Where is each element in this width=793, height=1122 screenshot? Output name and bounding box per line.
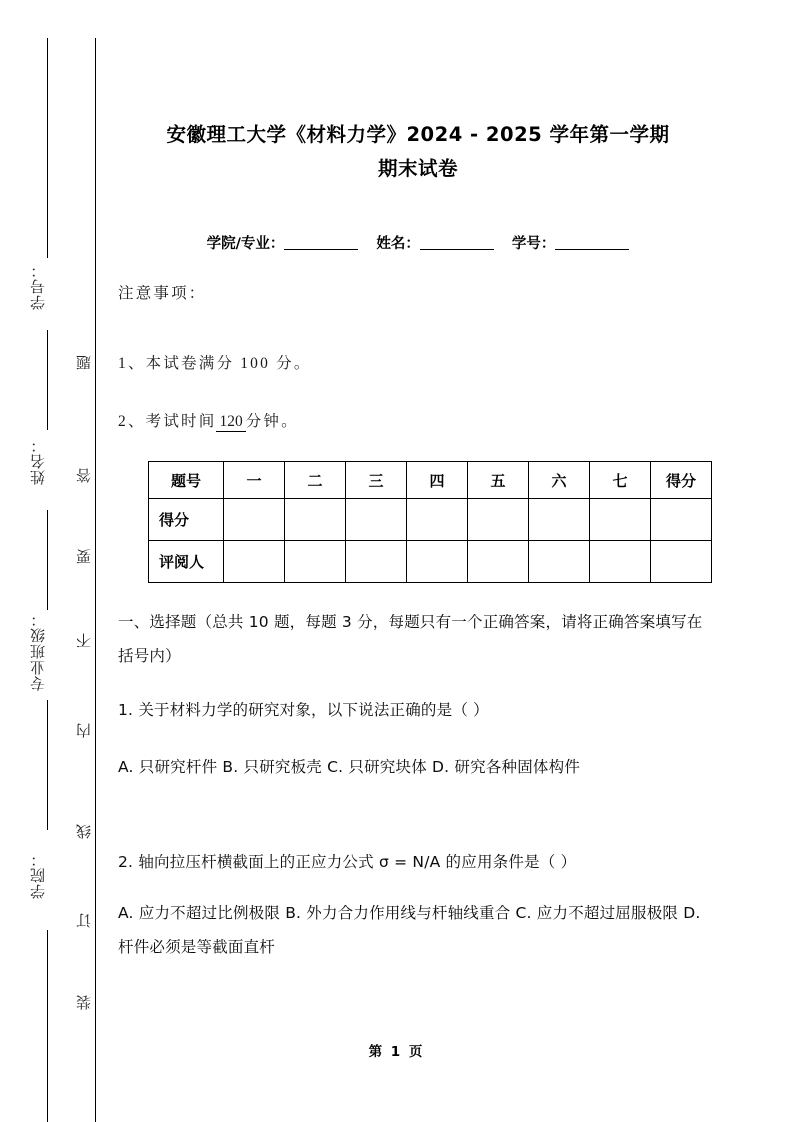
- score-table-header-cell: 六: [529, 462, 590, 499]
- question-1-options: A. 只研究杆件 B. 只研究板壳 C. 只研究块体 D. 研究各种固体构件: [118, 758, 581, 776]
- table-row-header: [149, 462, 712, 499]
- title-line-1: 安徽理工大学《材料力学》2024 - 2025 学年第一学期: [166, 123, 670, 146]
- score-cell[interactable]: [224, 499, 285, 541]
- score-cell[interactable]: [529, 499, 590, 541]
- sealing-margin: [0, 0, 100, 1122]
- seal-char-zhuang: 装: [77, 995, 93, 1010]
- college-major-label: 学院/专业：: [206, 236, 285, 252]
- note-item-1: 1、本试卷满分 100 分。: [118, 355, 312, 372]
- reviewer-cell[interactable]: [285, 541, 346, 583]
- student-info-row: [118, 232, 718, 253]
- score-table-header-cell: 四: [407, 462, 468, 499]
- note-item-2-suffix: 分钟。: [245, 413, 299, 430]
- reviewer-cell[interactable]: [407, 541, 468, 583]
- score-table-header-cell: 七: [590, 462, 651, 499]
- score-table-wrapper: [148, 461, 711, 583]
- page-footer: [0, 1040, 793, 1060]
- score-cell[interactable]: [285, 499, 346, 541]
- score-table-header-cell: 二: [285, 462, 346, 499]
- exam-duration-value: 120: [216, 413, 245, 432]
- student-id-label: 学号：: [511, 236, 556, 252]
- score-table-header-cell: 得分: [651, 462, 712, 499]
- table-row: [149, 541, 712, 583]
- seal-label-student-id: 学号：: [31, 262, 47, 310]
- sealing-line-segment: [47, 510, 48, 610]
- sealing-line-segment: [47, 700, 48, 830]
- score-table-header-cell: 三: [346, 462, 407, 499]
- student-id-field[interactable]: [555, 249, 629, 250]
- seal-char-xian: 线: [77, 824, 93, 839]
- college-major-field[interactable]: [284, 249, 358, 250]
- seal-label-name: 姓名：: [31, 437, 47, 485]
- question-1-stem: 1. 关于材料力学的研究对象，以下说法正确的是（ ）: [118, 701, 489, 719]
- seal-char-nei: 内: [77, 723, 93, 738]
- reviewer-cell[interactable]: [468, 541, 529, 583]
- reviewer-cell[interactable]: [590, 541, 651, 583]
- sealing-line-segment: [47, 930, 48, 1122]
- seal-label-class: 专业班级：: [31, 611, 47, 691]
- reviewer-cell[interactable]: [224, 541, 285, 583]
- reviewer-cell[interactable]: [346, 541, 407, 583]
- score-table: [148, 461, 712, 583]
- section-1-heading: 一、选择题（总共 10 题，每题 3 分，每题只有一个正确答案，请将正确答案填写在括号内）: [118, 613, 703, 666]
- seal-label-college: 学院：: [31, 851, 47, 899]
- sealing-line-segment: [47, 330, 48, 430]
- notes-heading: 注意事项：: [118, 285, 207, 302]
- page-title: [118, 118, 718, 186]
- page-number: 第 1 页: [368, 1044, 425, 1060]
- sealing-line-segment: [47, 38, 48, 258]
- seal-char-ti: 题: [77, 355, 93, 370]
- title-line-2: 期末试卷: [377, 157, 458, 181]
- score-table-header-cell: 题号: [149, 462, 224, 499]
- score-cell[interactable]: [651, 499, 712, 541]
- question-2-stem: 2. 轴向拉压杆横截面上的正应力公式 σ = N/A 的应用条件是（ ）: [118, 853, 577, 871]
- seal-char-ding: 订: [77, 913, 93, 928]
- score-table-header-cell: 五: [468, 462, 529, 499]
- score-row-label: 评阅人: [149, 541, 224, 583]
- score-cell[interactable]: [468, 499, 529, 541]
- name-field[interactable]: [420, 249, 494, 250]
- score-cell[interactable]: [590, 499, 651, 541]
- reviewer-cell[interactable]: [529, 541, 590, 583]
- reviewer-cell[interactable]: [651, 541, 712, 583]
- score-cell[interactable]: [407, 499, 468, 541]
- name-label: 姓名：: [376, 236, 420, 252]
- seal-char-da: 答: [77, 468, 93, 483]
- seal-char-yao: 要: [77, 549, 93, 564]
- score-table-header-cell: 一: [224, 462, 285, 499]
- sealing-line-main: [95, 38, 96, 1122]
- seal-char-bu: 不: [77, 633, 93, 648]
- note-item-2-prefix: 2、考试时间: [118, 413, 217, 430]
- note-item-2: [118, 409, 299, 432]
- score-cell[interactable]: [346, 499, 407, 541]
- table-row: [149, 499, 712, 541]
- score-row-label: 得分: [149, 499, 224, 541]
- question-2-options: A. 应力不超过比例极限 B. 外力合力作用线与杆轴线重合 C. 应力不超过屈服极限 D. 杆件必须是等截面直杆: [118, 904, 701, 957]
